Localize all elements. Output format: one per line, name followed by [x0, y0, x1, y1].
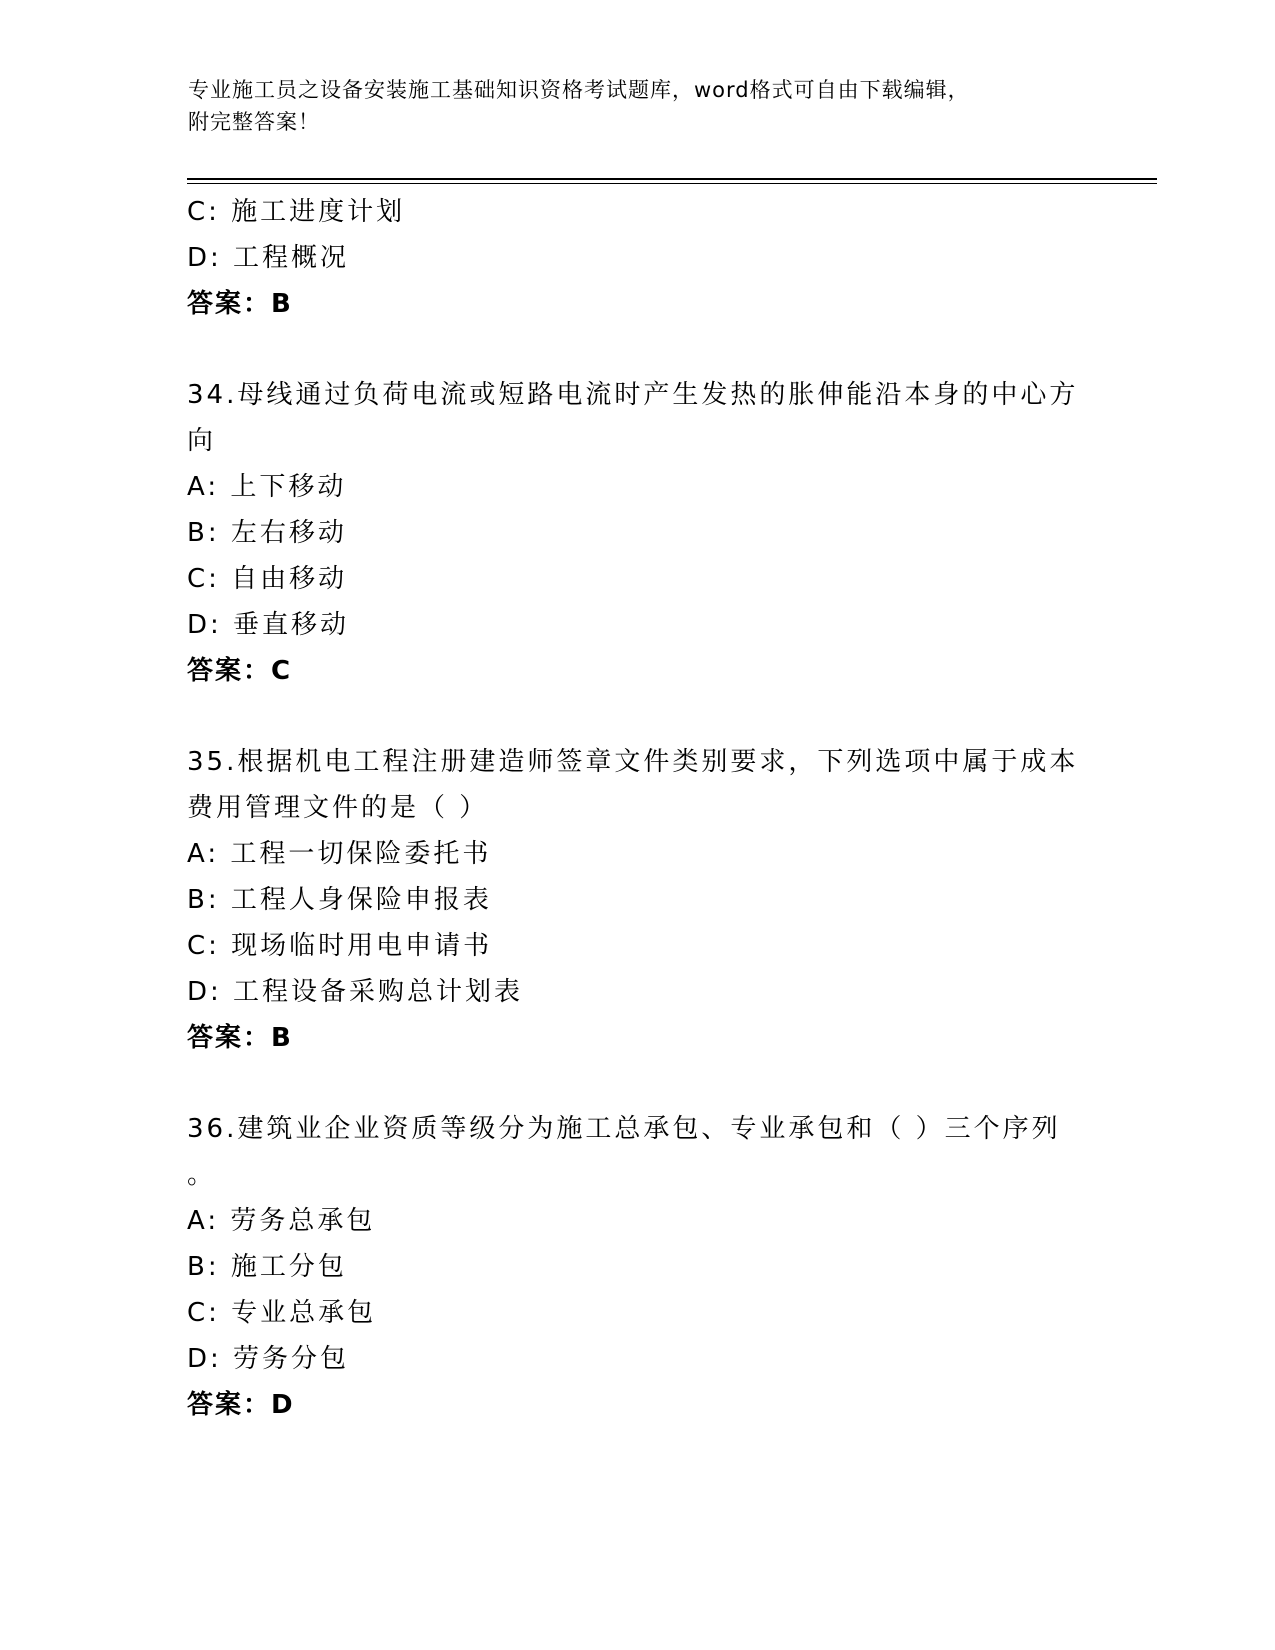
option-c: C: 施工进度计划 [187, 197, 406, 227]
question-36 [187, 1106, 1087, 1428]
spacer [187, 327, 1087, 372]
question-text-line-1: 36.建筑业企业资质等级分为施工总承包、专业承包和（ ）三个序列 [187, 1114, 1061, 1144]
option-c: C: 专业总承包 [187, 1298, 377, 1328]
header-rule-thin [187, 183, 1157, 184]
page-header [188, 74, 1068, 138]
answer: 答案：C [187, 656, 293, 686]
question-text-line-2: 向 [187, 426, 217, 456]
header-line-2: 附完整答案！ [188, 110, 320, 134]
question-34 [187, 372, 1087, 694]
spacer [187, 694, 1087, 739]
answer: 答案：B [187, 1023, 293, 1053]
option-c: C: 现场临时用电申请书 [187, 931, 493, 961]
option-a: A: 工程一切保险委托书 [187, 839, 492, 869]
option-d: D: 劳务分包 [187, 1344, 350, 1374]
option-d: D: 工程概况 [187, 243, 350, 273]
spacer [187, 1061, 1087, 1106]
question-text-line-1: 35.根据机电工程注册建造师签章文件类别要求，下列选项中属于成本 [187, 747, 1079, 777]
option-a: A: 上下移动 [187, 472, 347, 502]
option-d: D: 工程设备采购总计划表 [187, 977, 524, 1007]
question-list [187, 189, 1087, 1428]
option-c: C: 自由移动 [187, 564, 348, 594]
answer: 答案：B [187, 289, 293, 319]
option-a: A: 劳务总承包 [187, 1206, 376, 1236]
option-b: B: 施工分包 [187, 1252, 347, 1282]
question-33-continued [187, 189, 1087, 327]
question-35 [187, 739, 1087, 1061]
answer: 答案：D [187, 1390, 295, 1420]
option-d: D: 垂直移动 [187, 610, 350, 640]
option-b: B: 左右移动 [187, 518, 347, 548]
header-rule-thick [187, 178, 1157, 180]
option-b: B: 工程人身保险申报表 [187, 885, 492, 915]
header-line-1: 专业施工员之设备安装施工基础知识资格考试题库，word格式可自由下载编辑， [188, 78, 970, 102]
question-text-line-1: 34.母线通过负荷电流或短路电流时产生发热的胀伸能沿本身的中心方 [187, 380, 1079, 410]
question-text-line-2: 。 [187, 1160, 217, 1190]
question-text-line-2: 费用管理文件的是（ ） [187, 793, 489, 823]
